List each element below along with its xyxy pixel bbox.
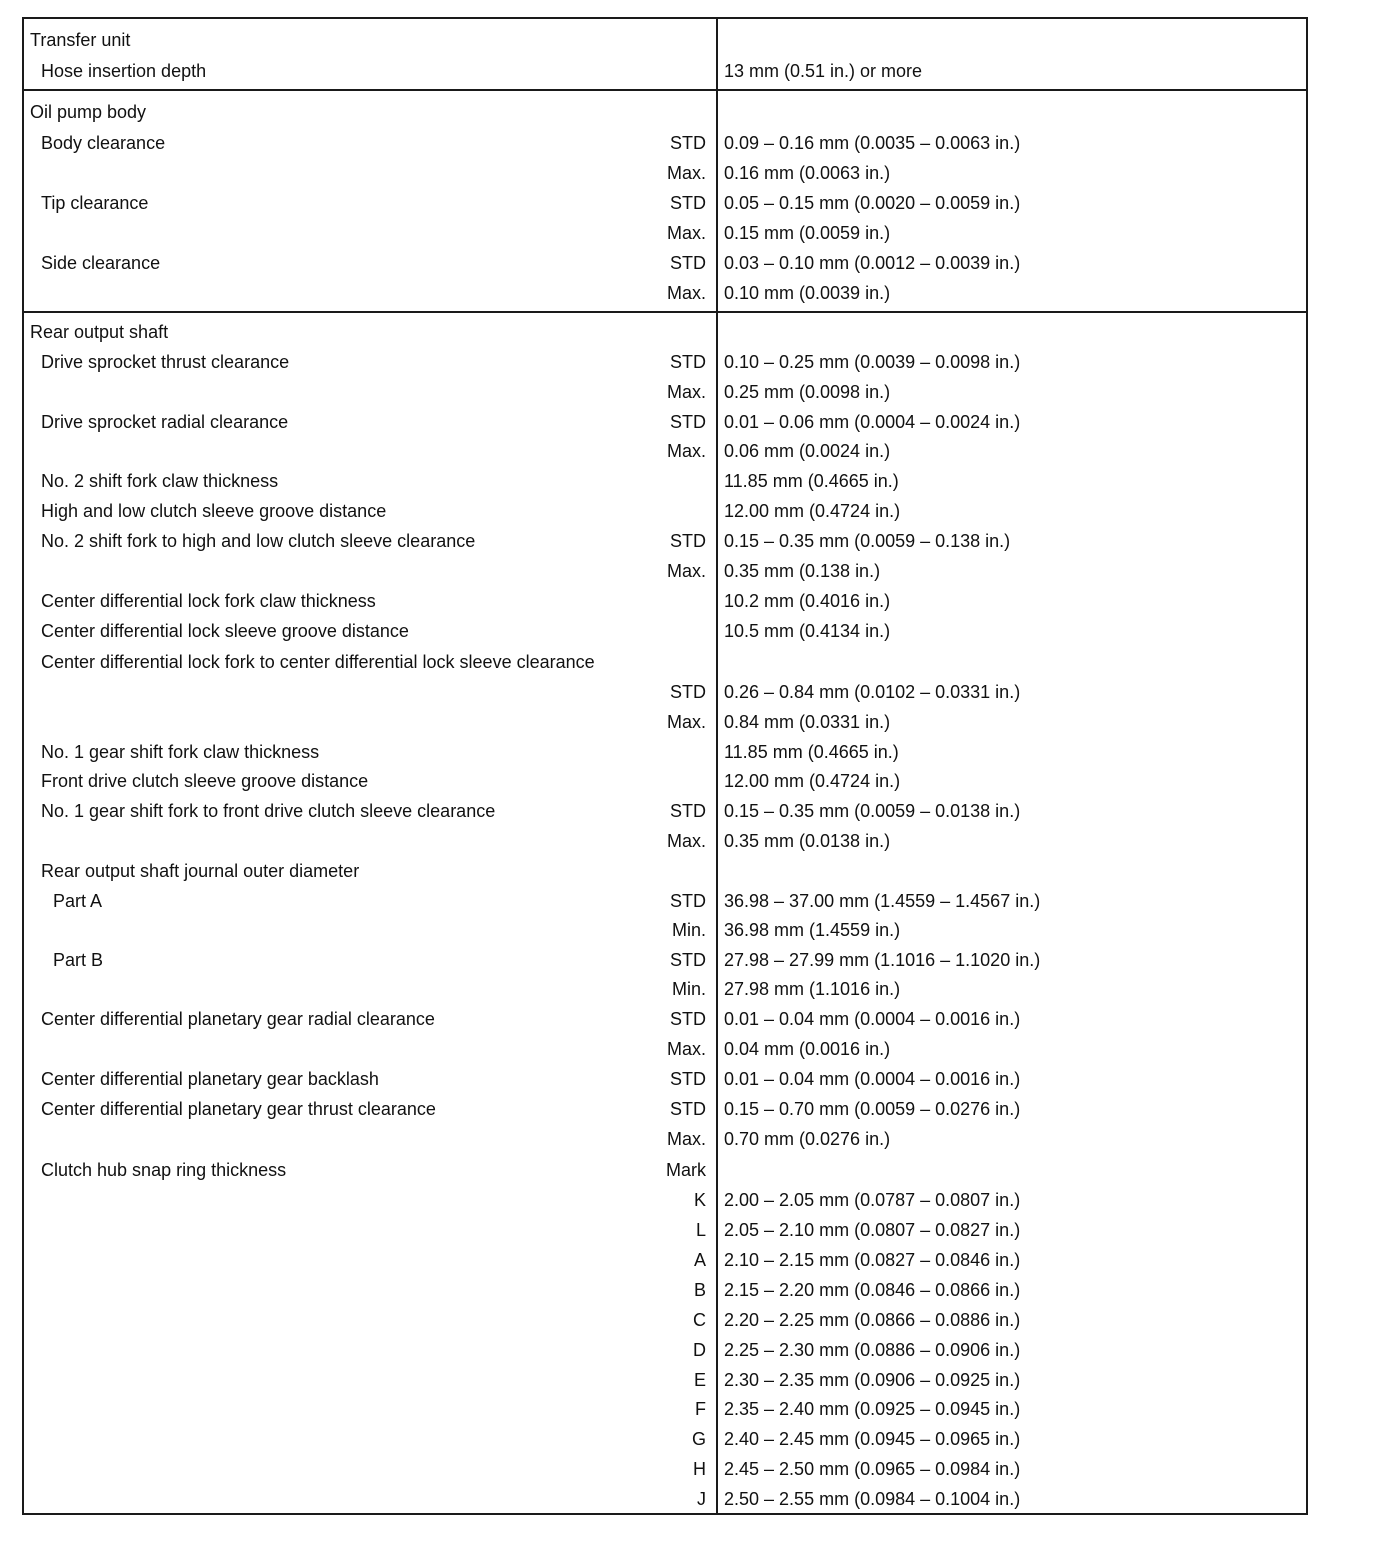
spec-row [24,496,1310,526]
spec-qualifier: Min. [671,979,706,999]
spec-label: No. 2 shift fork to high and low clutch sleeve clearance [41,531,476,551]
spec-value: 27.98 – 27.99 mm (1.1016 – 1.1020 in.) [724,950,1041,970]
spec-qualifier: C [693,1310,706,1330]
spec-row [24,1335,1310,1365]
spec-value: 2.15 – 2.20 mm (0.0846 – 0.0866 in.) [724,1280,1021,1300]
spec-row [24,945,1310,975]
spec-row [24,1305,1310,1335]
spec-value: 2.30 – 2.35 mm (0.0906 – 0.0925 in.) [724,1370,1021,1390]
spec-value: 2.50 – 2.55 mm (0.0984 – 0.1004 in.) [724,1489,1021,1509]
spec-label: Center differential lock fork claw thickness [41,591,376,611]
spec-label: Clutch hub snap ring thickness [41,1160,287,1180]
spec-row [24,377,1310,407]
spec-row [24,915,1310,945]
spec-value: 11.85 mm (0.4665 in.) [724,471,899,491]
spec-value: 0.84 mm (0.0331 in.) [724,712,891,732]
spec-qualifier: G [691,1429,706,1449]
spec-row [24,737,1310,767]
spec-value: 11.85 mm (0.4665 in.) [724,742,899,762]
spec-qualifier: STD [670,1009,706,1029]
spec-row [24,974,1310,1004]
spec-label: Hose insertion depth [41,61,207,81]
spec-qualifier: K [693,1190,706,1210]
spec-qualifier: Max. [666,163,706,183]
spec-value: 0.15 – 0.35 mm (0.0059 – 0.138 in.) [724,531,1011,551]
spec-qualifier: STD [670,950,706,970]
spec-qualifier: Max. [666,441,706,461]
spec-row [24,218,1310,248]
spec-qualifier: STD [670,682,706,702]
spec-row [24,766,1310,796]
spec-qualifier: D [693,1340,706,1360]
spec-label: No. 1 gear shift fork to front drive clutch sleeve clearance [41,801,496,821]
spec-qualifier: STD [670,193,706,213]
spec-value: 0.09 – 0.16 mm (0.0035 – 0.0063 in.) [724,133,1021,153]
spec-value: 13 mm (0.51 in.) or more [724,61,923,81]
section-title: Transfer unit [30,30,131,50]
spec-qualifier: F [695,1399,706,1419]
spec-qualifier: Max. [666,1039,706,1059]
spec-row [24,158,1310,188]
spec-row [24,1185,1310,1215]
spec-qualifier: STD [670,1069,706,1089]
spec-row [24,1424,1310,1454]
spec-value: 2.00 – 2.05 mm (0.0787 – 0.0807 in.) [724,1190,1021,1210]
spec-value: 0.10 mm (0.0039 in.) [724,283,891,303]
spec-row [24,1155,1310,1185]
spec-row [24,347,1310,377]
spec-label: Body clearance [41,133,166,153]
spec-qualifier: Mark [666,1160,706,1180]
spec-qualifier: Min. [671,920,706,940]
spec-row [24,677,1310,707]
spec-row [24,407,1310,437]
spec-value: 36.98 mm (1.4559 in.) [724,920,901,940]
spec-qualifier: STD [670,133,706,153]
spec-value: 0.01 – 0.04 mm (0.0004 – 0.0016 in.) [724,1069,1021,1089]
spec-qualifier: STD [670,352,706,372]
spec-label: Rear output shaft journal outer diameter [41,861,360,881]
spec-row [24,1365,1310,1395]
spec-qualifier: STD [670,412,706,432]
spec-value: 12.00 mm (0.4724 in.) [724,771,901,791]
spec-label: Part B [53,950,104,970]
spec-value: 2.35 – 2.40 mm (0.0925 – 0.0945 in.) [724,1399,1021,1419]
spec-value: 0.15 mm (0.0059 in.) [724,223,891,243]
spec-row [24,826,1310,856]
section-divider [24,311,1306,313]
spec-row [24,886,1310,916]
spec-qualifier: STD [670,253,706,273]
spec-value: 0.25 mm (0.0098 in.) [724,382,891,402]
spec-row [24,586,1310,616]
spec-row [24,1215,1310,1245]
spec-value: 0.10 – 0.25 mm (0.0039 – 0.0098 in.) [724,352,1021,372]
spec-qualifier: Max. [666,382,706,402]
spec-table [22,17,1308,1515]
spec-qualifier: STD [670,531,706,551]
spec-value: 0.35 mm (0.0138 in.) [724,831,891,851]
spec-row [24,466,1310,496]
spec-row [24,436,1310,466]
spec-row [24,278,1310,308]
spec-value: 0.05 – 0.15 mm (0.0020 – 0.0059 in.) [724,193,1021,213]
spec-value: 0.06 mm (0.0024 in.) [724,441,891,461]
section-divider [24,89,1306,91]
spec-label: Center differential lock fork to center differential lock sleeve clearance [41,652,595,672]
spec-label: Center differential planetary gear backlash [41,1069,379,1089]
spec-row [24,1094,1310,1124]
spec-label: Center differential planetary gear radial clearance [41,1009,435,1029]
spec-qualifier: B [693,1280,706,1300]
spec-row [24,1275,1310,1305]
spec-row [24,1124,1310,1154]
section-title: Oil pump body [30,102,147,122]
spec-label: Center differential planetary gear thrust clearance [41,1099,436,1119]
section-title: Rear output shaft [30,322,169,342]
spec-qualifier: Max. [666,712,706,732]
spec-row [24,647,1310,677]
spec-value: 0.26 – 0.84 mm (0.0102 – 0.0331 in.) [724,682,1021,702]
spec-row [24,1484,1310,1514]
spec-qualifier: STD [670,1099,706,1119]
spec-value: 0.35 mm (0.138 in.) [724,561,881,581]
spec-label: Drive sprocket radial clearance [41,412,289,432]
spec-qualifier: L [695,1220,706,1240]
spec-qualifier: Max. [666,1129,706,1149]
spec-value: 2.45 – 2.50 mm (0.0965 – 0.0984 in.) [724,1459,1021,1479]
spec-qualifier: STD [670,891,706,911]
spec-value: 0.16 mm (0.0063 in.) [724,163,891,183]
spec-value: 0.01 – 0.04 mm (0.0004 – 0.0016 in.) [724,1009,1021,1029]
spec-value: 0.03 – 0.10 mm (0.0012 – 0.0039 in.) [724,253,1021,273]
spec-row [24,556,1310,586]
spec-label: No. 1 gear shift fork claw thickness [41,742,320,762]
spec-value: 2.05 – 2.10 mm (0.0807 – 0.0827 in.) [724,1220,1021,1240]
spec-qualifier: J [697,1489,706,1509]
spec-row [24,1454,1310,1484]
spec-row [24,707,1310,737]
spec-label: Tip clearance [41,193,149,213]
spec-value: 10.5 mm (0.4134 in.) [724,621,891,641]
spec-row [24,616,1310,646]
spec-qualifier: Max. [666,283,706,303]
spec-qualifier: A [693,1250,706,1270]
spec-label: Front drive clutch sleeve groove distance [41,771,369,791]
spec-value: 10.2 mm (0.4016 in.) [724,591,891,611]
spec-row [24,1394,1310,1424]
spec-value: 2.20 – 2.25 mm (0.0866 – 0.0886 in.) [724,1310,1021,1330]
section-title-row [24,97,1310,127]
spec-value: 2.10 – 2.15 mm (0.0827 – 0.0846 in.) [724,1250,1021,1270]
spec-qualifier: STD [670,801,706,821]
spec-row [24,526,1310,556]
spec-qualifier: Max. [666,831,706,851]
spec-label: Side clearance [41,253,161,273]
spec-row [24,188,1310,218]
spec-label: Drive sprocket thrust clearance [41,352,290,372]
spec-value: 12.00 mm (0.4724 in.) [724,501,901,521]
spec-row [24,1004,1310,1034]
spec-qualifier: Max. [666,223,706,243]
spec-row [24,1034,1310,1064]
spec-value: 0.70 mm (0.0276 in.) [724,1129,891,1149]
spec-value: 2.40 – 2.45 mm (0.0945 – 0.0965 in.) [724,1429,1021,1449]
section-title-row [24,317,1310,347]
spec-row [24,1064,1310,1094]
spec-row [24,1245,1310,1275]
section-title-row [24,25,1310,55]
spec-value: 2.25 – 2.30 mm (0.0886 – 0.0906 in.) [724,1340,1021,1360]
spec-label: Center differential lock sleeve groove distance [41,621,409,641]
spec-qualifier: H [693,1459,706,1479]
spec-label: No. 2 shift fork claw thickness [41,471,279,491]
spec-row [24,128,1310,158]
spec-qualifier: Max. [666,561,706,581]
spec-value: 0.15 – 0.35 mm (0.0059 – 0.0138 in.) [724,801,1021,821]
spec-row [24,56,1310,86]
spec-label: High and low clutch sleeve groove distance [41,501,387,521]
spec-label: Part A [53,891,103,911]
spec-value: 36.98 – 37.00 mm (1.4559 – 1.4567 in.) [724,891,1041,911]
spec-value: 0.15 – 0.70 mm (0.0059 – 0.0276 in.) [724,1099,1021,1119]
spec-value: 27.98 mm (1.1016 in.) [724,979,901,999]
spec-value: 0.04 mm (0.0016 in.) [724,1039,891,1059]
spec-qualifier: E [693,1370,706,1390]
spec-row [24,856,1310,886]
spec-value: 0.01 – 0.06 mm (0.0004 – 0.0024 in.) [724,412,1021,432]
spec-row [24,248,1310,278]
spec-row [24,796,1310,826]
